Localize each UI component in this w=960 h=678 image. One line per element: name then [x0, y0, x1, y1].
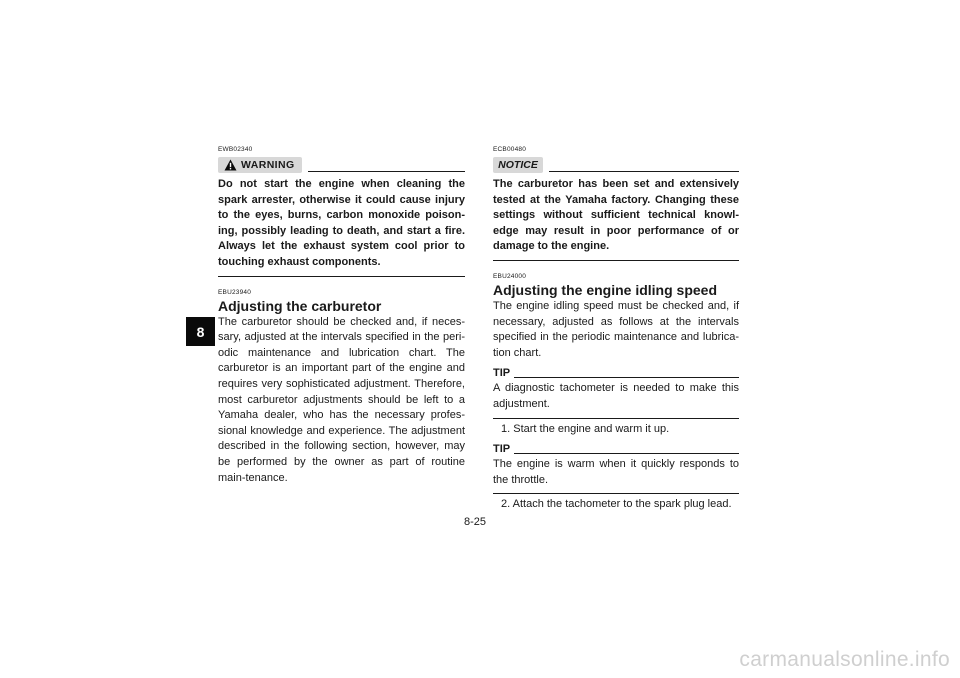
idling-section-title: Adjusting the engine idling speed	[493, 281, 718, 298]
warning-badge	[218, 157, 302, 173]
tip-label-1: TIP	[493, 367, 511, 380]
step-1: 1. Start the engine and warm it up.	[501, 422, 670, 435]
carburetor-section-code: EBU23940	[218, 288, 252, 296]
warning-label: WARNING	[241, 158, 295, 171]
notice-badge: NOTICE	[493, 157, 543, 173]
tip-header-2	[493, 443, 739, 456]
notice-end-rule	[493, 260, 739, 261]
tip-end-rule-1	[493, 418, 739, 419]
chapter-tab: 8	[186, 317, 215, 346]
idling-section-text: The engine idling speed must be checked and, if necessary, adjusted as follows at the intervals specified in the periodic maintenance and lubrica-tion chart.	[493, 299, 739, 359]
tip-rule-2	[514, 453, 739, 454]
tip-rule-1	[514, 377, 739, 378]
warning-triangle-icon	[224, 159, 237, 171]
page-number: 8-25	[464, 516, 487, 528]
tip-header-1	[493, 367, 739, 380]
carburetor-section-text: The carburetor should be checked and, if neces-sary, adjusted at the intervals specified in the peri-odic maintenance and lubrication chart. The carburetor is an important part of the engine and requires very sophisticated adjustment. Therefore, most carburetor adjustments should be left to a Yamaha dealer, who has the necessary profes-sional knowledge and experience. The adjustment described in the following section, however, may be performed by the owner as part of routine main-tenance.	[218, 315, 465, 484]
notice-rule	[549, 171, 739, 172]
warning-rule	[308, 171, 465, 172]
tip-end-rule-2	[493, 493, 739, 494]
notice-header	[493, 156, 739, 173]
step-2: 2. Attach the tachometer to the spark plug lead.	[501, 498, 732, 511]
tip-text-2: The engine is warm when it quickly responds to the throttle.	[493, 458, 739, 486]
watermark: carmanualsonline.info	[739, 648, 950, 671]
carburetor-section-title: Adjusting the carburetor	[218, 297, 382, 314]
warning-end-rule	[218, 276, 465, 277]
tip-label-2: TIP	[493, 443, 511, 456]
warning-text: Do not start the engine when cleaning the spark arrester, otherwise it could cause injury to the eyes, burns, carbon monoxide poison-ing, possibly leading to death, and start a fire. Always let the exhaust system cool prior to touching exhaust components.	[218, 178, 465, 268]
right-column	[493, 146, 739, 513]
warning-code: EWB02340	[218, 146, 253, 153]
left-column	[218, 146, 465, 486]
notice-code: ECB00480	[493, 146, 527, 153]
tip-text-1: A diagnostic tachometer is needed to make this adjustment.	[493, 382, 739, 410]
warning-header	[218, 156, 465, 173]
notice-text: The carburetor has been set and extensively tested at the Yamaha factory. Changing these settings without sufficient technical knowl-edge may result in poor performance of or damage to the engine.	[493, 178, 739, 253]
idling-section-code: EBU24000	[493, 272, 527, 280]
